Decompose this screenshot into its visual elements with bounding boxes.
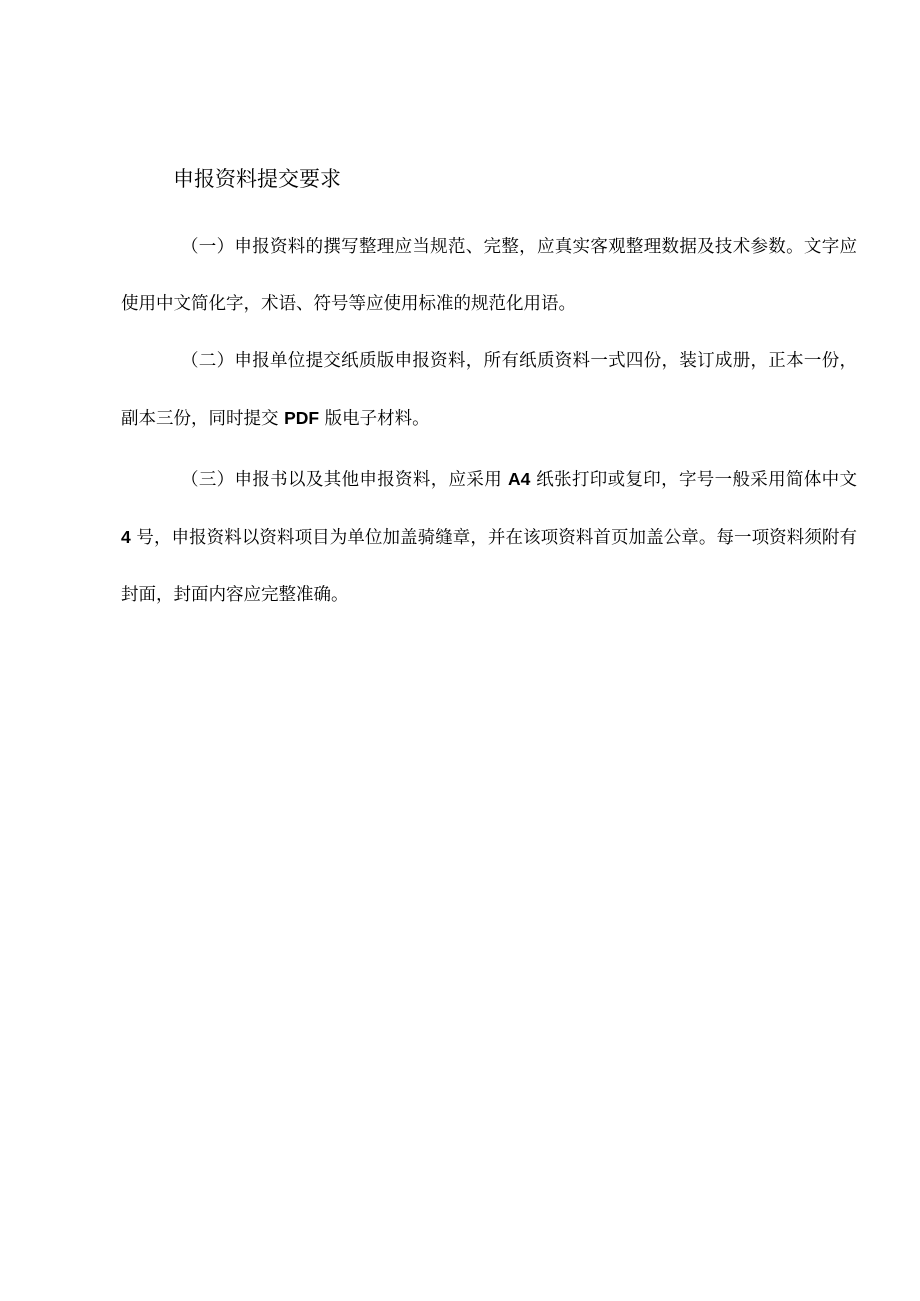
pdf-format-text: PDF — [284, 408, 320, 428]
paragraph-1 — [121, 219, 857, 333]
paragraph-2 — [121, 333, 857, 448]
paragraph-3-text-c: 号，申报资料以资料项目为单位加盖骑缝章，并在该项资料首页加盖公章。每一项资料须附有封面，封面内容应完整准确。 — [121, 528, 857, 605]
paragraph-2-text-a: （二）申报单位提交纸质版申报资料，所有纸质资料一式四份，装订成册，正本一份，副本三份，同时提交 — [121, 351, 857, 429]
paragraph-3-text-b: 纸张打印或复印，字号一般采用简体中文 — [536, 470, 857, 490]
paragraph-3 — [121, 451, 857, 624]
paragraph-3-text-a: （三）申报书以及其他申报资料，应采用 — [181, 470, 503, 490]
paragraph-2-text-b: 版电子材料。 — [324, 409, 430, 429]
paragraph-1-text: （一）申报资料的撰写整理应当规范、完整，应真实客观整理数据及技术参数。文字应使用中文简化字，术语、符号等应使用标准的规范化用语。 — [121, 237, 857, 314]
font-size-text: 4 — [121, 527, 131, 547]
paper-size-text: A4 — [507, 469, 531, 489]
document-title: 申报资料提交要求 — [173, 167, 341, 191]
